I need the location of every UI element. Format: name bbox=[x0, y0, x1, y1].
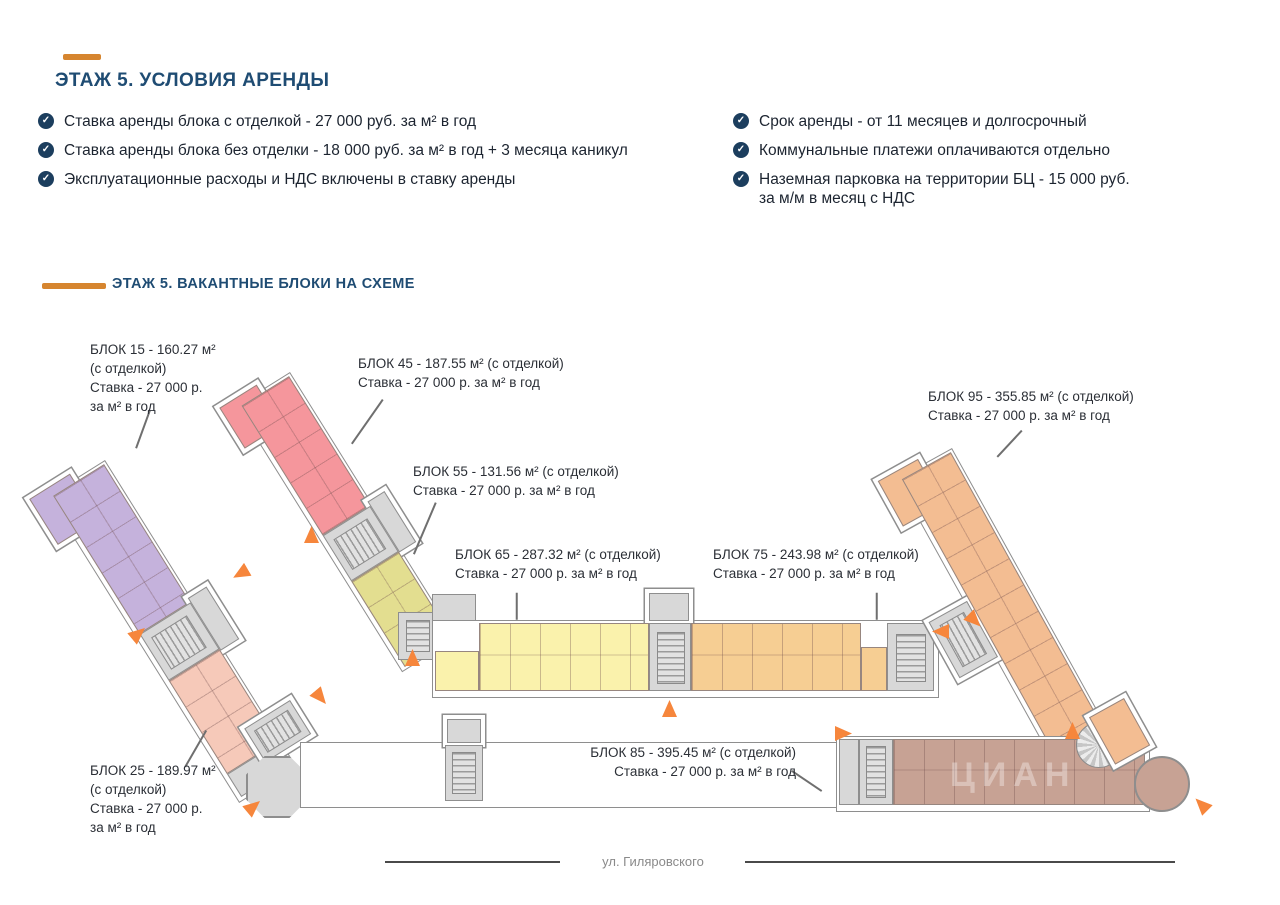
block-45-label bbox=[358, 355, 564, 393]
check-icon: ✓ bbox=[38, 113, 54, 129]
end-stairwell bbox=[887, 623, 934, 691]
label-line: Ставка - 27 000 р. за м² в год bbox=[614, 763, 796, 779]
label-line: БЛОК 75 - 243.98 м² (с отделкой) bbox=[713, 547, 919, 562]
entrance-arrow bbox=[662, 700, 677, 717]
common-room bbox=[432, 594, 476, 622]
stairwell bbox=[859, 739, 893, 805]
label-line: Ставка - 27 000 р. за м² в год bbox=[928, 407, 1110, 423]
label-line: Ставка - 27 000 р. за м² в год bbox=[413, 482, 595, 498]
entrance-arrow bbox=[1190, 793, 1213, 816]
block-45-area bbox=[242, 376, 371, 535]
block-75-stub bbox=[861, 647, 887, 691]
block-85-label bbox=[548, 744, 796, 782]
scheme-title: ЭТАЖ 5. ВАКАНТНЫЕ БЛОКИ НА СХЕМЕ bbox=[112, 276, 415, 292]
check-icon: ✓ bbox=[733, 171, 749, 187]
block-25-label bbox=[90, 762, 216, 838]
bullet-text: Срок аренды - от 11 месяцев и долгосрочный bbox=[759, 113, 1087, 130]
label-line: Ставка - 27 000 р. за м² в год bbox=[358, 374, 540, 390]
stairwell bbox=[649, 623, 691, 691]
label-line: за м² в год bbox=[90, 398, 156, 414]
label-line: Ставка - 27 000 р. за м² в год bbox=[713, 565, 895, 581]
leader-line-45 bbox=[351, 399, 383, 444]
leader-line-75 bbox=[876, 593, 878, 620]
block-15-label bbox=[90, 341, 216, 417]
block-65-stub bbox=[435, 651, 479, 691]
stair-tower bbox=[447, 719, 481, 743]
label-line: БЛОК 25 - 189.97 м² bbox=[90, 763, 216, 778]
check-icon: ✓ bbox=[38, 142, 54, 158]
leader-line-95 bbox=[997, 430, 1023, 457]
block-55-label bbox=[413, 463, 619, 501]
bullet-text: Ставка аренды блока с отделкой - 27 000 руб. за м² в год bbox=[64, 113, 477, 130]
label-line: БЛОК 15 - 160.27 м² bbox=[90, 342, 216, 357]
entrance-arrow bbox=[229, 563, 251, 584]
leader-line-55 bbox=[413, 502, 436, 554]
check-icon: ✓ bbox=[733, 142, 749, 158]
common-cell bbox=[839, 739, 859, 805]
page-title: ЭТАЖ 5. УСЛОВИЯ АРЕНДЫ bbox=[55, 70, 330, 91]
block-95-label bbox=[928, 388, 1134, 426]
stairs-icon bbox=[896, 634, 926, 682]
stairs-icon bbox=[452, 752, 476, 794]
round-bay bbox=[1134, 756, 1190, 812]
label-line: Ставка - 27 000 р. за м² в год bbox=[455, 565, 637, 581]
watermark: ЦИАН bbox=[950, 756, 1077, 794]
stairwell bbox=[445, 745, 483, 801]
label-line: БЛОК 55 - 131.56 м² (с отделкой) bbox=[413, 464, 619, 479]
bullet-text: Эксплуатационные расходы и НДС включены в ставку аренды bbox=[64, 170, 516, 188]
block-65-label bbox=[455, 546, 661, 584]
label-line: БЛОК 95 - 355.85 м² (с отделкой) bbox=[928, 389, 1134, 404]
stairs-icon bbox=[657, 632, 685, 684]
label-line: Ставка - 27 000 р. bbox=[90, 800, 203, 816]
block-75-area bbox=[691, 623, 861, 691]
block-65-area bbox=[479, 623, 649, 691]
stair-tower bbox=[649, 593, 689, 621]
label-line: БЛОК 65 - 287.32 м² (с отделкой) bbox=[455, 547, 661, 562]
street-line-left bbox=[385, 861, 560, 863]
label-line: за м² в год bbox=[90, 819, 156, 835]
bullet-text: Ставка аренды блока без отделки - 18 000 руб. за м² в год + 3 месяца каникул bbox=[64, 141, 628, 159]
building-central-strip bbox=[432, 620, 939, 698]
label-line: (с отделкой) bbox=[90, 360, 167, 376]
stairs-icon bbox=[866, 746, 886, 798]
label-line: БЛОК 85 - 395.45 м² (с отделкой) bbox=[590, 745, 796, 760]
entrance-arrow bbox=[309, 686, 331, 709]
label-line: БЛОК 45 - 187.55 м² (с отделкой) bbox=[358, 356, 564, 371]
label-line: (с отделкой) bbox=[90, 781, 167, 797]
stairs-icon bbox=[333, 518, 386, 570]
check-icon: ✓ bbox=[733, 113, 749, 129]
bullet-text: Коммунальные платежи оплачиваются отдельно bbox=[759, 141, 1110, 159]
bullet-text: Наземная парковка на территории БЦ - 15 000 руб. за м/м в месяц с НДС bbox=[759, 170, 1130, 208]
label-line: Ставка - 27 000 р. bbox=[90, 379, 203, 395]
street-label: ул. Гиляровского bbox=[602, 854, 704, 869]
block-15-area bbox=[53, 464, 190, 634]
leader-line-65 bbox=[516, 593, 518, 620]
stairs-icon bbox=[406, 620, 430, 652]
street-line-right bbox=[745, 861, 1175, 863]
block-75-label bbox=[713, 546, 919, 584]
check-icon: ✓ bbox=[38, 171, 54, 187]
